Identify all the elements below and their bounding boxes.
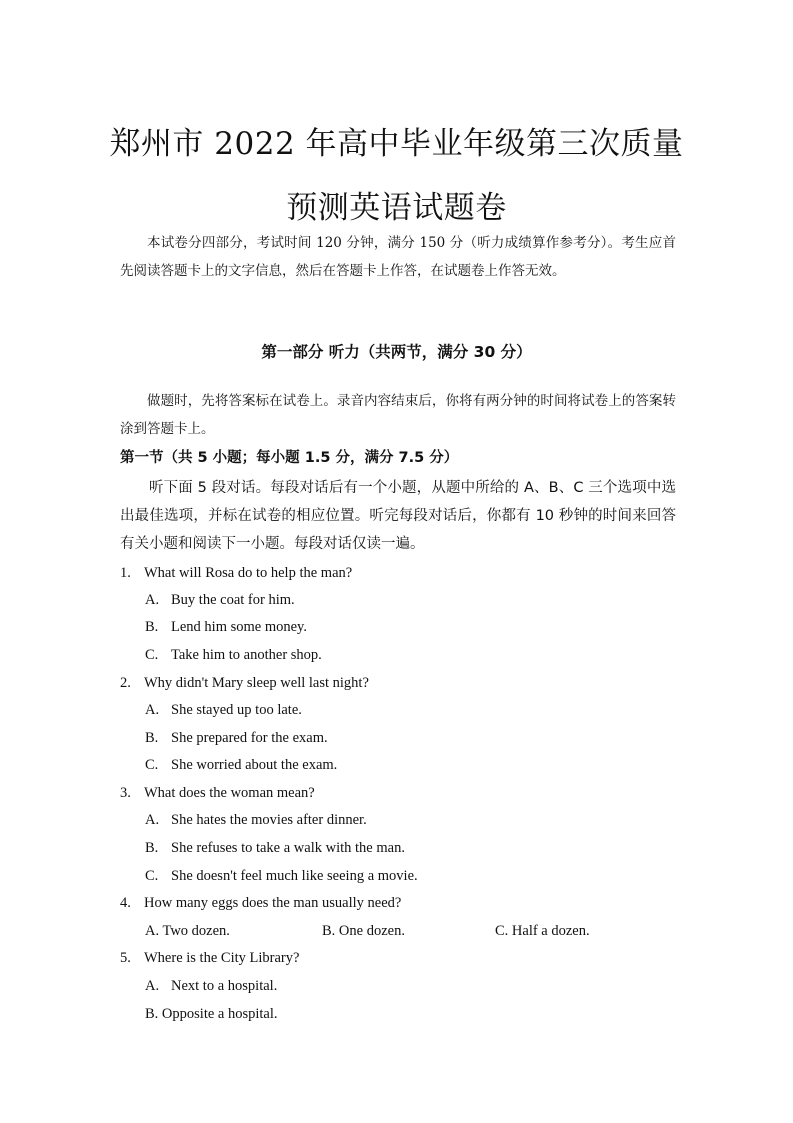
option-text: One dozen. [338,923,405,939]
q2-option-b [145,728,328,748]
part-1-instruction: 做题时，先将答案标在试卷上。录音内容结束后，你将有两分钟的时间将试卷上的答案转涂到答题卡上。 [120,393,676,437]
option-text: Opposite a hospital. [161,1006,278,1022]
q3-option-a [145,810,367,830]
section-1-directions: 听下面 5 段对话。每段对话后有一个小题，从题中所给的 A、B、C 三个选项中选出最佳选项，并标在试卷的相应位置。听完每段对话后，你都有 10 秒钟的时间来回答有关小题和阅读下一小题。每段对话仅读一遍。 [120,480,676,552]
option-letter: C. [495,923,509,939]
question-1 [120,563,352,583]
q1-option-a [145,590,295,610]
option-letter: C. [145,647,159,663]
option-letter: A. [145,812,160,828]
exam-intro: 本试卷分四部分，考试时间 120 分钟，满分 150 分（听力成绩算作参考分）。考生应首先阅读答题卡上的文字信息，然后在答题卡上作答，在试题卷上作答无效。 [120,235,676,279]
option-letter: A. [145,923,160,939]
q1-option-b [145,617,307,637]
question-number: 4. [120,895,131,911]
question-number: 5. [120,950,131,966]
option-text: Lend him some money. [171,619,307,635]
option-text: Take him to another shop. [171,647,322,663]
question-number: 1. [120,565,131,581]
option-letter: C. [145,757,159,773]
question-text: Why didn't Mary sleep well last night? [144,675,369,691]
option-letter: A. [145,592,160,608]
option-text: Next to a hospital. [171,978,278,994]
option-letter: B. [322,923,336,939]
question-4 [120,893,401,913]
option-text: She doesn't feel much like seeing a movie. [171,868,418,884]
option-letter: B. [145,1006,159,1022]
q2-option-a [145,700,302,720]
question-number: 3. [120,785,131,801]
q3-option-c [145,866,418,886]
option-letter: A. [145,702,160,718]
option-letter: A. [145,978,160,994]
option-text: She hates the movies after dinner. [171,812,367,828]
exam-title-line-2: 预测英语试题卷 [286,190,507,226]
q4-option-a [145,921,230,941]
option-letter: B. [145,619,159,635]
option-text: Buy the coat for him. [171,592,295,608]
option-text: She stayed up too late. [171,702,302,718]
section-1-heading: 第一节（共 5 小题；每小题 1.5 分，满分 7.5 分） [120,450,459,466]
option-letter: C. [145,868,159,884]
question-2 [120,673,369,693]
option-text: She worried about the exam. [171,757,338,773]
question-5 [120,948,299,968]
part-1-heading: 第一部分 听力（共两节，满分 30 分） [261,343,532,361]
q4-option-b [322,921,405,941]
option-text: She refuses to take a walk with the man. [171,840,405,856]
q5-option-a [145,976,277,996]
question-3 [120,783,315,803]
q1-option-c [145,645,322,665]
option-text: Half a dozen. [511,923,590,939]
question-text: What does the woman mean? [144,785,315,801]
option-letter: B. [145,730,159,746]
question-text: How many eggs does the man usually need? [144,895,402,911]
q5-option-b [145,1004,278,1024]
option-text: She prepared for the exam. [171,730,328,746]
q3-option-b [145,838,405,858]
q2-option-c [145,755,337,775]
q4-option-c [495,921,590,941]
option-letter: B. [145,840,159,856]
question-text: Where is the City Library? [144,950,300,966]
question-text: What will Rosa do to help the man? [144,565,353,581]
exam-title-line-1: 郑州市 2022 年高中毕业年级第三次质量 [109,126,684,162]
question-number: 2. [120,675,131,691]
option-text: Two dozen. [162,923,230,939]
